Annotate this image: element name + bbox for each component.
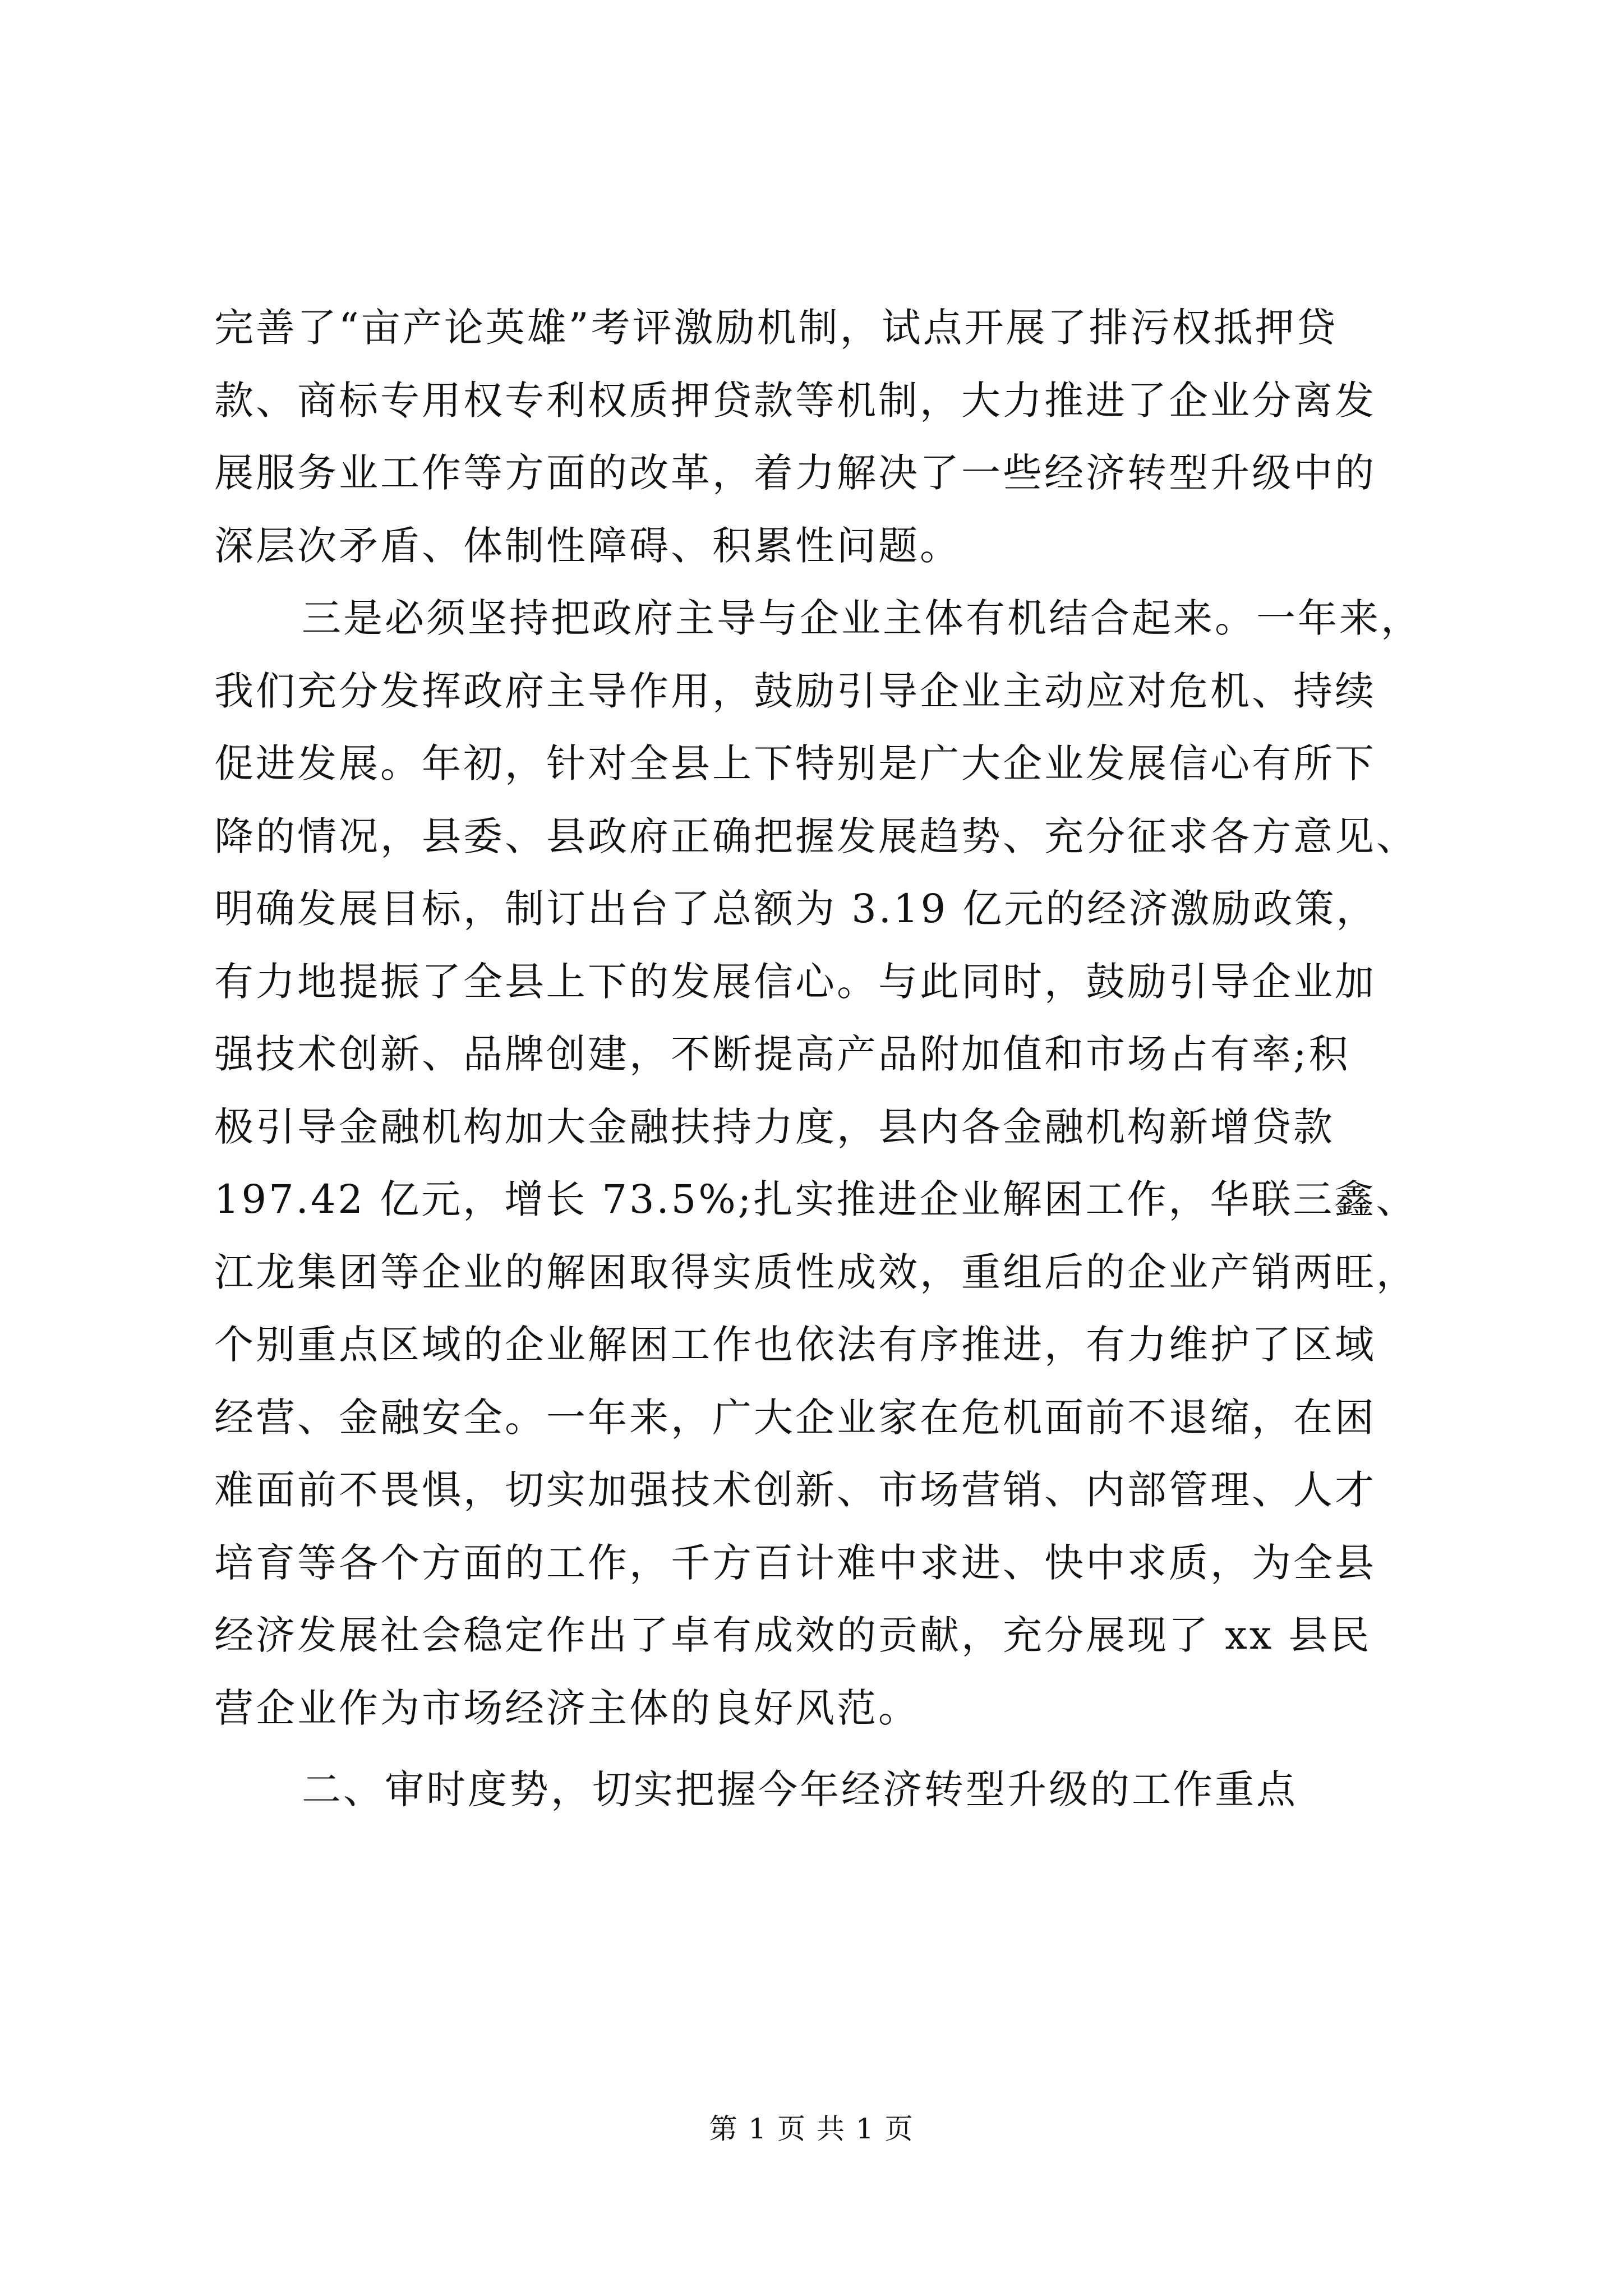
text-line: 营企业作为市场经济主体的良好风范。 bbox=[214, 1685, 920, 1731]
page-number-label: 第 1 页 共 1 页 bbox=[709, 2113, 914, 2145]
text-line: 197.42 亿元，增长 73.5%;扎实推进企业解困工作，华联三鑫、 bbox=[214, 1176, 1418, 1222]
text-line: 展服务业工作等方面的改革，着力解决了一些经济转型升级中的 bbox=[214, 450, 1376, 496]
text-line: 三是必须坚持把政府主导与企业主体有机结合起来。一年来， bbox=[302, 595, 1422, 641]
paragraph-1 bbox=[214, 292, 1409, 582]
text-line: 经营、金融安全。一年来，广大企业家在危机面前不退缩，在困 bbox=[214, 1394, 1376, 1441]
text-line: 极引导金融机构加大金融扶持力度，县内各金融机构新增贷款 bbox=[214, 1103, 1335, 1150]
text-line: 有力地提振了全县上下的发展信心。与此同时，鼓励引导企业加 bbox=[214, 958, 1376, 1005]
text-line: 强技术创新、品牌创建，不断提高产品附加值和市场占有率;积 bbox=[214, 1031, 1350, 1077]
page-footer bbox=[0, 2109, 1623, 2148]
text-line: 个别重点区域的企业解困工作也依法有序推进，有力维护了区域 bbox=[214, 1322, 1376, 1368]
heading-2: 二、审时度势，切实把握今年经济转型升级的工作重点 bbox=[302, 1766, 1298, 1812]
text-line: 深层次矛盾、体制性障碍、积累性问题。 bbox=[214, 522, 961, 569]
document-body bbox=[214, 292, 1422, 1826]
text-line: 降的情况，县委、县政府正确把握发展趋势、充分征求各方意见、 bbox=[214, 813, 1418, 859]
text-line: 完善了“亩产论英雄”考评激励机制，试点开展了排污权抵押贷 bbox=[214, 305, 1338, 351]
section-heading bbox=[214, 1754, 1409, 1826]
text-line: 促进发展。年初，针对全县上下特别是广大企业发展信心有所下 bbox=[214, 740, 1376, 786]
paragraph-2 bbox=[214, 582, 1422, 1745]
text-line: 培育等各个方面的工作，千方百计难中求进、快中求质，为全县 bbox=[214, 1539, 1376, 1586]
text-line: 经济发展社会稳定作出了卓有成效的贡献，充分展现了 xx 县民 bbox=[214, 1612, 1372, 1658]
text-line: 我们充分发挥政府主导作用，鼓励引导企业主动应对危机、持续 bbox=[214, 668, 1376, 714]
text-line: 难面前不畏惧，切实加强技术创新、市场营销、内部管理、人才 bbox=[214, 1467, 1376, 1513]
text-line: 江龙集团等企业的解困取得实质性成效，重组后的企业产销两旺， bbox=[214, 1249, 1418, 1295]
text-line: 款、商标专用权专利权质押贷款等机制，大力推进了企业分离发 bbox=[214, 377, 1376, 424]
text-line: 明确发展目标，制订出台了总额为 3.19 亿元的经济激励政策， bbox=[214, 886, 1378, 932]
